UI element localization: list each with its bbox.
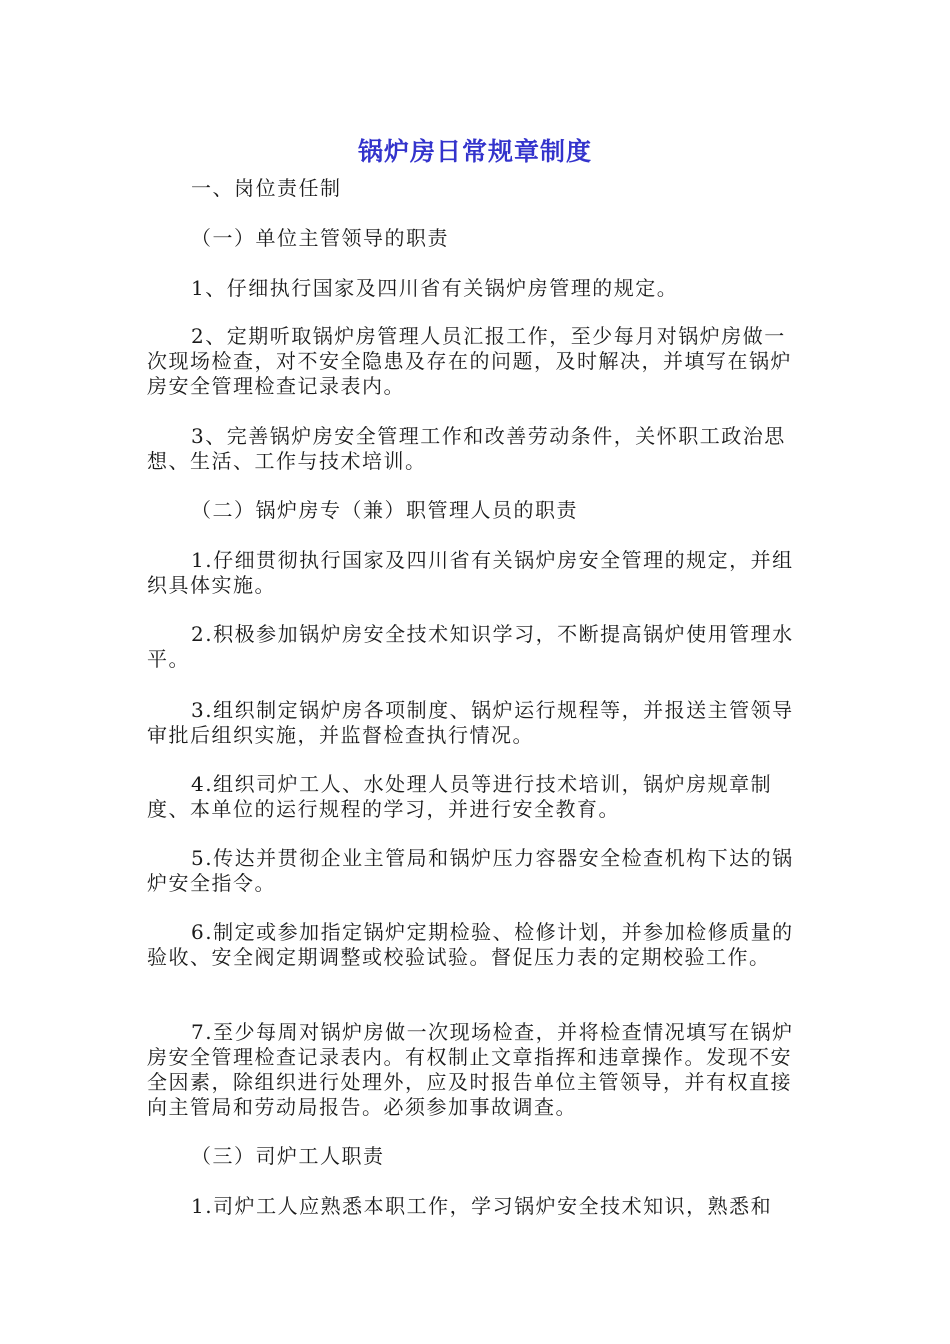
paragraph: 4.组织司炉工人、水处理人员等进行技术培训，锅炉房规章制度、本单位的运行规程的学习，并进行安全教育。	[147, 772, 773, 821]
paragraph: 3.组织制定锅炉房各项制度、锅炉运行规程等，并报送主管领导审批后组织实施，并监督检查执行情况。	[147, 698, 794, 747]
paragraph: 2.积极参加锅炉房安全技术知识学习，不断提高锅炉使用管理水平。	[147, 622, 794, 671]
paragraph: 2、定期听取锅炉房管理人员汇报工作，至少每月对锅炉房做一次现场检查，对不安全隐患及存在的问题，及时解决，并填写在锅炉房安全管理检查记录表内。	[147, 324, 792, 398]
subsection-heading-1: （一）单位主管领导的职责	[191, 226, 449, 250]
paragraph: 5.传达并贯彻企业主管局和锅炉压力容器安全检查机构下达的锅炉安全指令。	[147, 846, 794, 895]
paragraph: 1.司炉工人应熟悉本职工作，学习锅炉安全技术知识，熟悉和	[191, 1194, 773, 1218]
subsection-heading-3: （三）司炉工人职责	[191, 1144, 385, 1168]
paragraph: 7.至少每周对锅炉房做一次现场检查，并将检查情况填写在锅炉房安全管理检查记录表内。有权制止文章指挥和违章操作。发现不安全因素，除组织进行处理外，应及时报告单位主管领导，并有权直接向主管局和劳动局报告。必须参加事故调查。	[147, 1020, 794, 1119]
paragraph: 6.制定或参加指定锅炉定期检验、检修计划，并参加检修质量的验收、安全阀定期调整或校验试验。督促压力表的定期校验工作。	[147, 920, 794, 969]
paragraph: 1.仔细贯彻执行国家及四川省有关锅炉房安全管理的规定，并组织具体实施。	[147, 548, 794, 597]
paragraph: 3、完善锅炉房安全管理工作和改善劳动条件，关怀职工政治思想、生活、工作与技术培训。	[147, 424, 786, 473]
section-heading-1: 一、岗位责任制	[191, 176, 342, 200]
subsection-heading-2: （二）锅炉房专（兼）职管理人员的职责	[191, 498, 578, 522]
paragraph: 1、仔细执行国家及四川省有关锅炉房管理的规定。	[191, 276, 679, 300]
document-title: 锅炉房日常规章制度	[357, 137, 592, 166]
